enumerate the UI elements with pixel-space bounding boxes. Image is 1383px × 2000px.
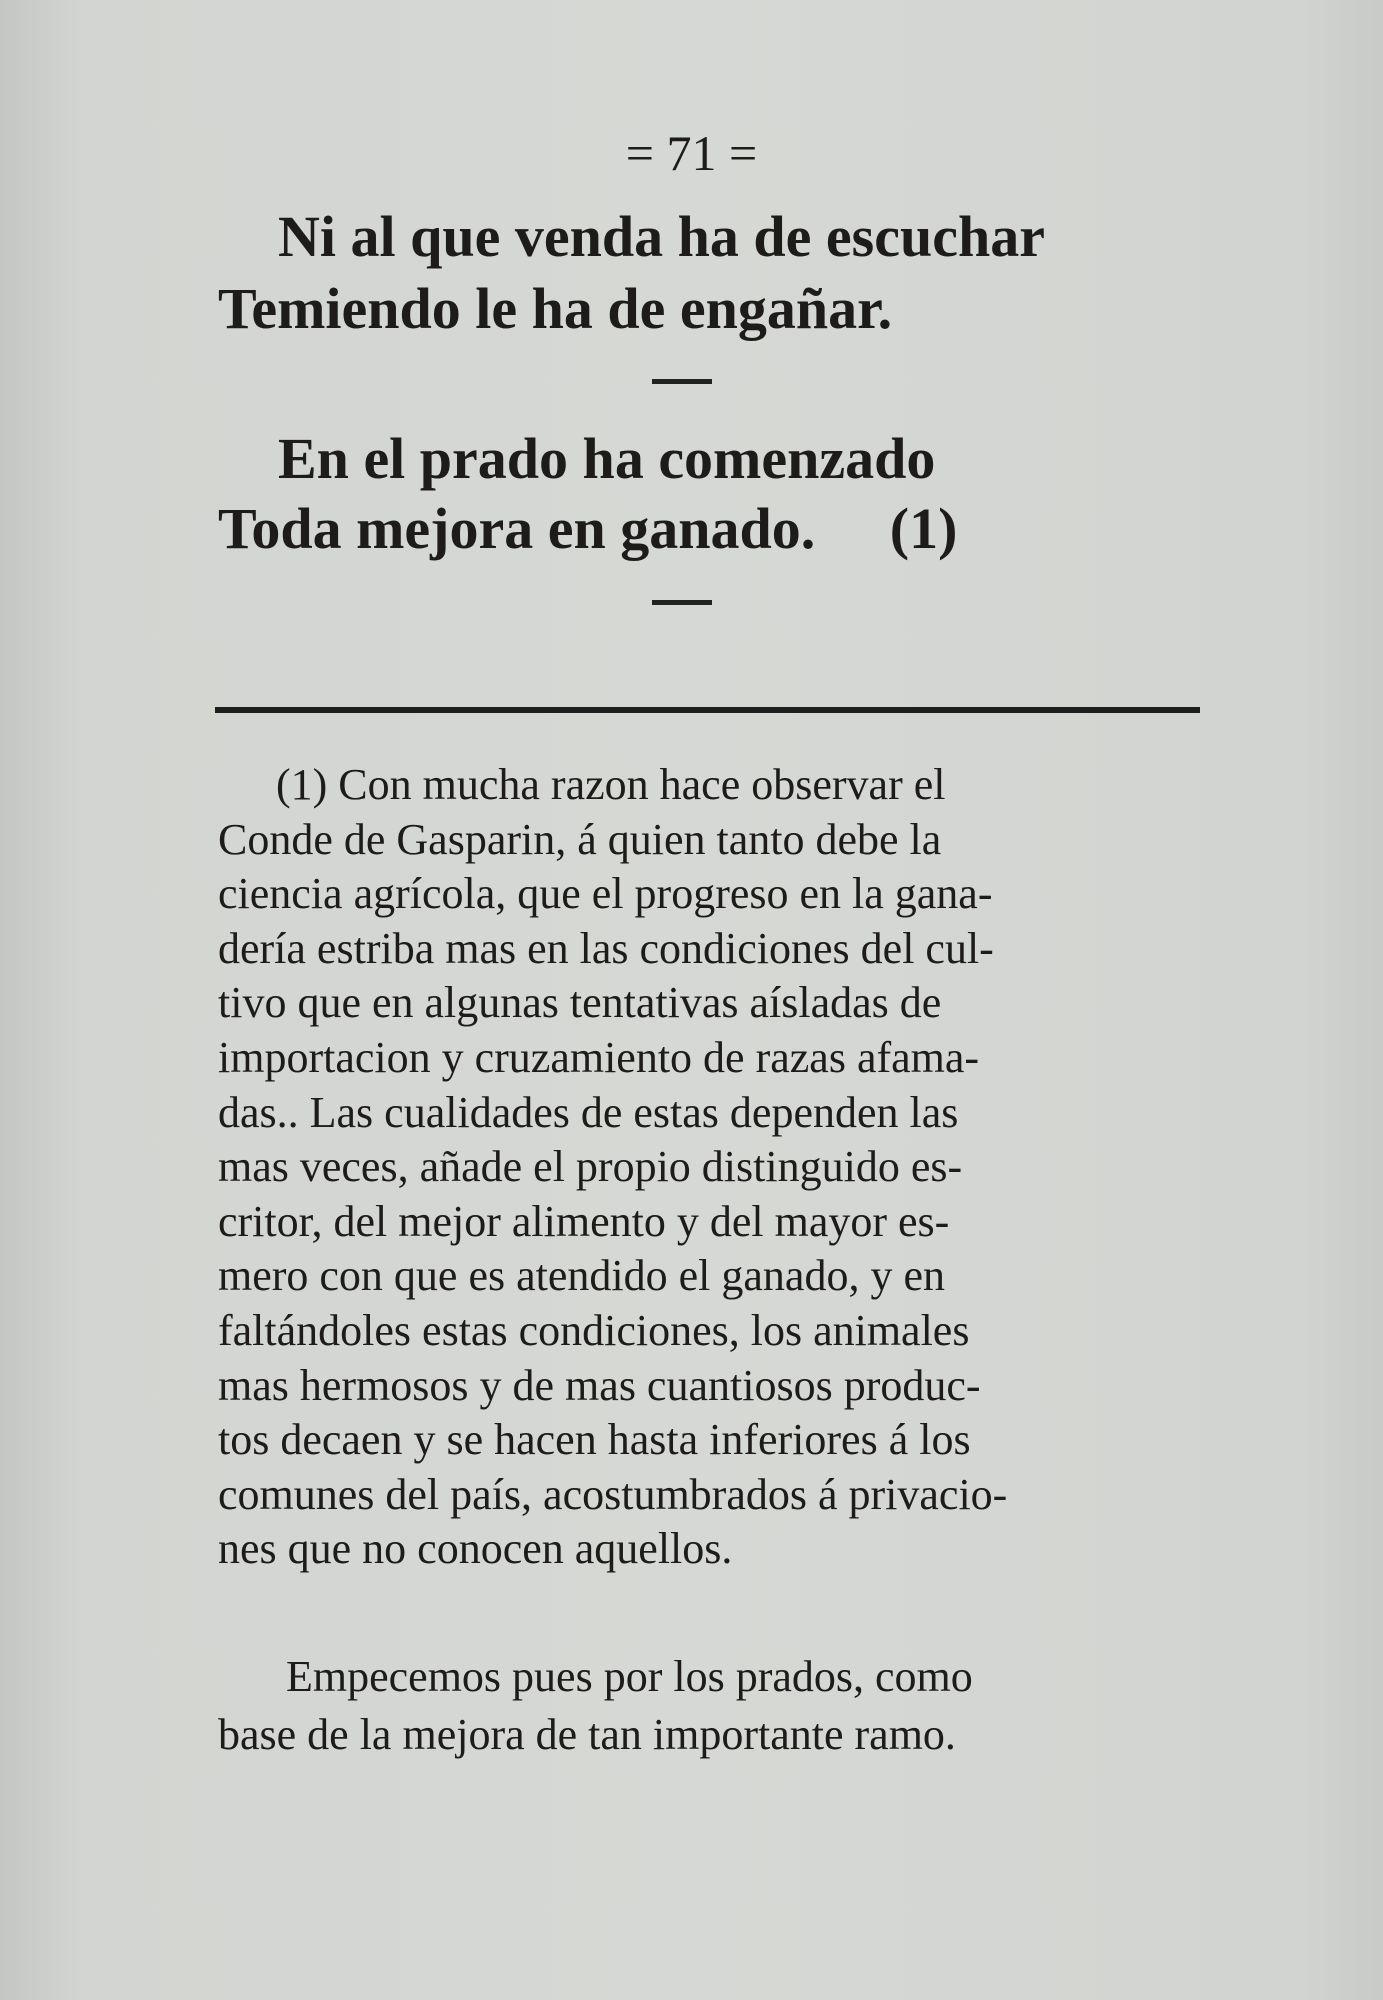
verse-2-line-1: En el prado ha comenzado: [278, 426, 936, 491]
footnote-line: (1) Con mucha razon hace observar el: [276, 760, 946, 809]
footnote-rule: [215, 707, 1200, 713]
closing-paragraph: [218, 1648, 1173, 1764]
footnote-line: mas hermosos y de mas cuantiosos produc-: [218, 1360, 981, 1410]
footnote-line: comunes del país, acostumbrados á privacio-: [218, 1469, 1008, 1519]
verse-2-line-2: [218, 496, 958, 561]
verse-1-line-2: Temiendo le ha de engañar.: [218, 276, 893, 341]
closing-line: Empecemos pues por los prados, como: [286, 1652, 973, 1701]
page-number: = 71 =: [625, 125, 758, 181]
footnote-line: faltándoles estas condiciones, los animales: [218, 1305, 970, 1355]
footnote-line: ciencia agrícola, que el progreso en la gana-: [218, 869, 993, 919]
verse-1-line-1: Ni al que venda ha de escuchar: [278, 204, 1045, 269]
footnote-line: tos decaen y se hacen hasta inferiores á los: [218, 1415, 971, 1465]
footnote-line: das.. Las cualidades de estas dependen las: [218, 1087, 959, 1137]
footnote-text: [218, 758, 1208, 1577]
footnote-line: importacion y cruzamiento de razas afama-: [218, 1032, 980, 1082]
verse-separator-2: [652, 600, 712, 605]
footnote-line: nes que no conocen aquellos.: [218, 1524, 733, 1574]
verse-separator-1: [652, 379, 712, 384]
footnote-line: critor, del mejor alimento y del mayor es-: [218, 1196, 950, 1246]
footnote-line: Conde de Gasparin, á quien tanto debe la: [218, 814, 942, 864]
footnote-line: mas veces, añade el propio distinguido es-: [218, 1142, 963, 1192]
footnote-reference: (1): [889, 496, 958, 561]
footnote-line: tivo que en algunas tentativas aísladas de: [218, 978, 942, 1028]
footnote-line: dería estriba mas en las condiciones del cul-: [218, 923, 994, 973]
verse-2-line-2-text: Toda mejora en ganado.: [218, 496, 816, 561]
footnote-line: mero con que es atendido el ganado, y en: [218, 1251, 945, 1301]
closing-line: base de la mejora de tan importante ramo.: [218, 1710, 956, 1759]
